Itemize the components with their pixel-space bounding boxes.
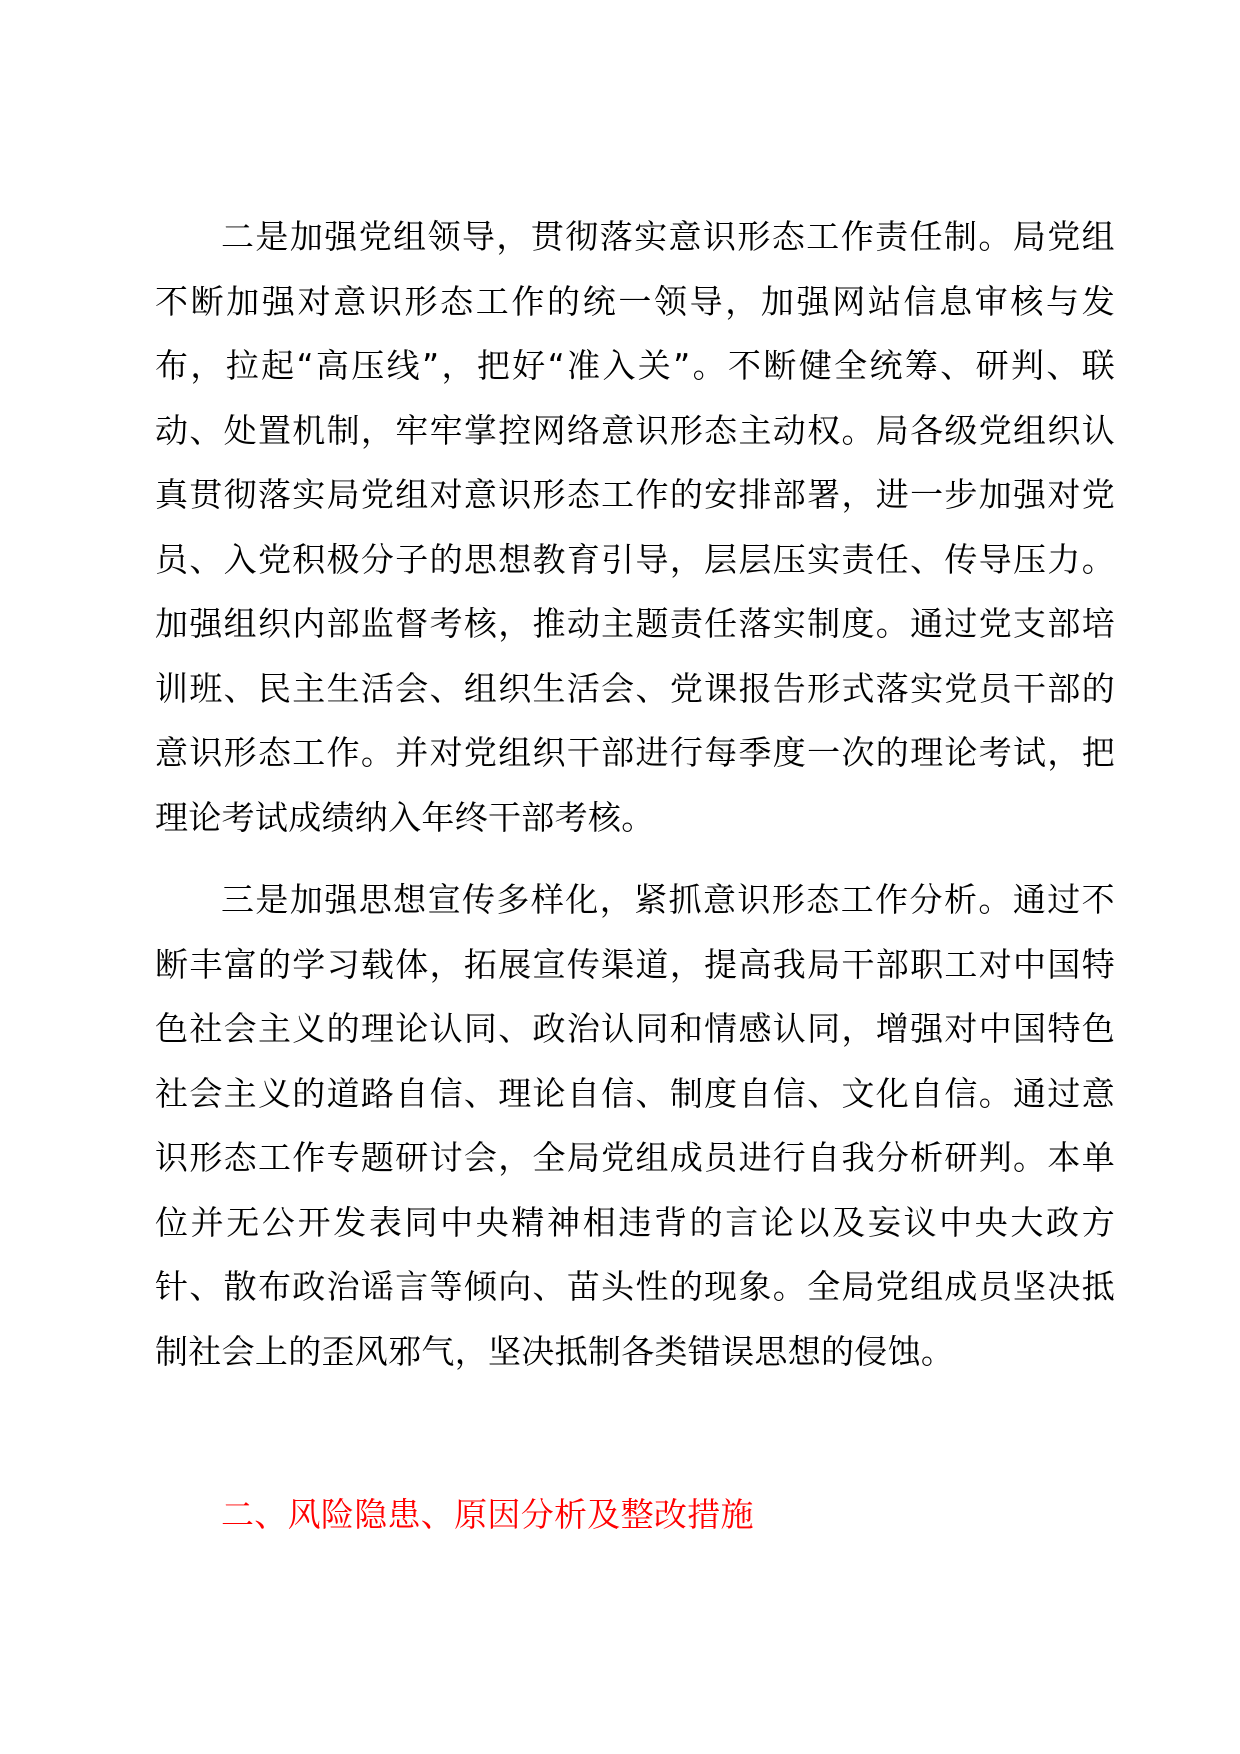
paragraph-party-leadership: 二是加强党组领导，贯彻落实意识形态工作责任制。局党组不断加强对意识形态工作的统一领导，加强网站信息审核与发布，拉起“高压线”，把好“准入关”。不断健全统筹、研判、联动、处置机制，牢牢掌控网络意识形态主动权。局各级党组织认真贯彻落实局党组对意识形态工作的安排部署，进一步加强对党员、入党积极分子的思想教育引导，层层压实责任、传导压力。加强组织内部监督考核，推动主题责任落实制度。通过党支部培训班、民主生活会、组织生活会、党课报告形式落实党员干部的意识形态工作。并对党组织干部进行每季度一次的理论考试，把理论考试成绩纳入年终干部考核。 xyxy=(155,217,1115,837)
section-heading: 二、风险隐患、原因分析及整改措施 xyxy=(221,1495,754,1534)
paragraph-ideological-publicity: 三是加强思想宣传多样化，紧抓意识形态工作分析。通过不断丰富的学习载体，拓展宣传渠道，提高我局干部职工对中国特色社会主义的理论认同、政治认同和情感认同，增强对中国特色社会主义的道路自信、理论自信、制度自信、文化自信。通过意识形态工作专题研讨会，全局党组成员进行自我分析研判。本单位并无公开发表同中央精神相违背的言论以及妄议中央大政方针、散布政治谣言等倾向、苗头性的现象。全局党组成员坚决抵制社会上的歪风邪气，坚决抵制各类错误思想的侵蚀。 xyxy=(155,880,1115,1371)
document-body xyxy=(155,205,1115,1384)
